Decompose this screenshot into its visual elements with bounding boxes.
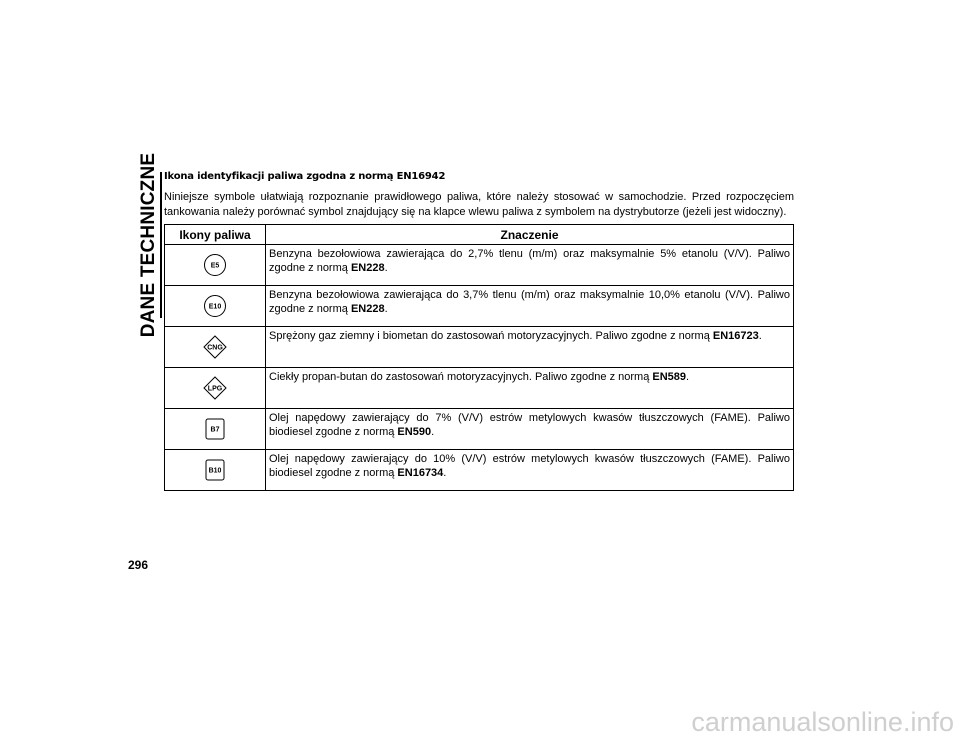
fuel-description-end: . — [384, 303, 388, 315]
fuel-meaning-cell — [266, 286, 794, 327]
e5-fuel-icon — [203, 253, 227, 277]
fuel-standard: EN228 — [350, 262, 385, 274]
fuel-standard: EN16723 — [712, 330, 759, 342]
watermark: carmanualsonline.info — [691, 707, 954, 737]
fuel-description: Olej napędowy zawierający do 7% (V/V) estrów metylowych kwasów tłuszczowych (FAME). Paliwo biodiesel zgodne z normą — [269, 412, 790, 438]
fuel-description-end: . — [431, 426, 435, 438]
fuel-description: Olej napędowy zawierający do 10% (V/V) estrów metylowych kwasów tłuszczowych (FAME). Paliwo biodiesel zgodne z normą — [269, 453, 790, 479]
fuel-meaning-cell — [266, 368, 794, 409]
table-row — [165, 450, 794, 491]
b7-fuel-icon — [203, 417, 227, 441]
section-title: Ikona identyfikacji paliwa zgodna z normą EN16942 — [164, 171, 446, 182]
fuel-description: Sprężony gaz ziemny i biometan do zastosowań motoryzacyjnych. Paliwo zgodne z normą — [269, 330, 713, 342]
fuel-icon-cell — [165, 368, 266, 409]
header-fuel-icons: Ikony paliwa — [165, 225, 266, 245]
fuel-icon-cell — [165, 286, 266, 327]
fuel-icon-cell — [165, 450, 266, 491]
fuel-icon-cell — [165, 245, 266, 286]
fuel-description-end: . — [758, 330, 762, 342]
fuel-icon-label: LPG — [207, 385, 223, 393]
section-side-label: DANE TECHNICZNE — [138, 152, 159, 338]
fuel-icon-cell — [165, 327, 266, 368]
fuel-icon-table — [164, 224, 794, 491]
header-meaning: Znaczenie — [266, 225, 794, 245]
e10-fuel-icon — [203, 294, 227, 318]
fuel-meaning-cell — [266, 450, 794, 491]
fuel-meaning-cell — [266, 409, 794, 450]
fuel-description-end: . — [384, 262, 388, 274]
intro-paragraph: Niniejsze symbole ułatwiają rozpoznanie prawidłowego paliwa, które należy stosować w samochodzie. Przed rozpoczęciem tankowania należy porównać symbol znajdujący się na klapce wlewu paliwa z symbolem na dystrybutorze (jeżeli jest widoczny). — [164, 191, 794, 218]
table-row — [165, 327, 794, 368]
table-row — [165, 409, 794, 450]
table-row — [165, 245, 794, 286]
fuel-standard: EN589 — [652, 371, 687, 383]
table-row — [165, 368, 794, 409]
fuel-standard: EN590 — [397, 426, 432, 438]
fuel-meaning-cell — [266, 327, 794, 368]
fuel-icon-label: B7 — [210, 426, 220, 434]
cng-fuel-icon — [203, 335, 227, 359]
section-side-tab — [136, 152, 162, 338]
fuel-description-end: . — [686, 371, 690, 383]
fuel-meaning-cell — [266, 245, 794, 286]
lpg-fuel-icon — [203, 376, 227, 400]
fuel-icon-label: B10 — [208, 467, 222, 475]
fuel-icon-cell — [165, 409, 266, 450]
fuel-icon-label: E10 — [208, 303, 222, 311]
fuel-standard: EN16734 — [397, 467, 444, 479]
fuel-icon-label: E5 — [210, 262, 220, 270]
fuel-description-end: . — [443, 467, 447, 479]
page-number: 296 — [128, 558, 149, 572]
table-row — [165, 286, 794, 327]
b10-fuel-icon — [203, 458, 227, 482]
side-divider-line — [160, 172, 162, 318]
fuel-description: Benzyna bezołowiowa zawierająca do 2,7% tlenu (m/m) oraz maksymalnie 5% etanolu (V/V). Paliwo zgodne z normą — [269, 248, 790, 274]
fuel-description: Benzyna bezołowiowa zawierająca do 3,7% tlenu (m/m) oraz maksymalnie 10,0% etanolu (V/V). Paliwo zgodne z normą — [269, 289, 790, 315]
table-header-row — [165, 225, 794, 245]
fuel-description: Ciekły propan-butan do zastosowań motoryzacyjnych. Paliwo zgodne z normą — [269, 371, 653, 383]
fuel-icon-label: CNG — [207, 344, 223, 352]
fuel-standard: EN228 — [350, 303, 385, 315]
